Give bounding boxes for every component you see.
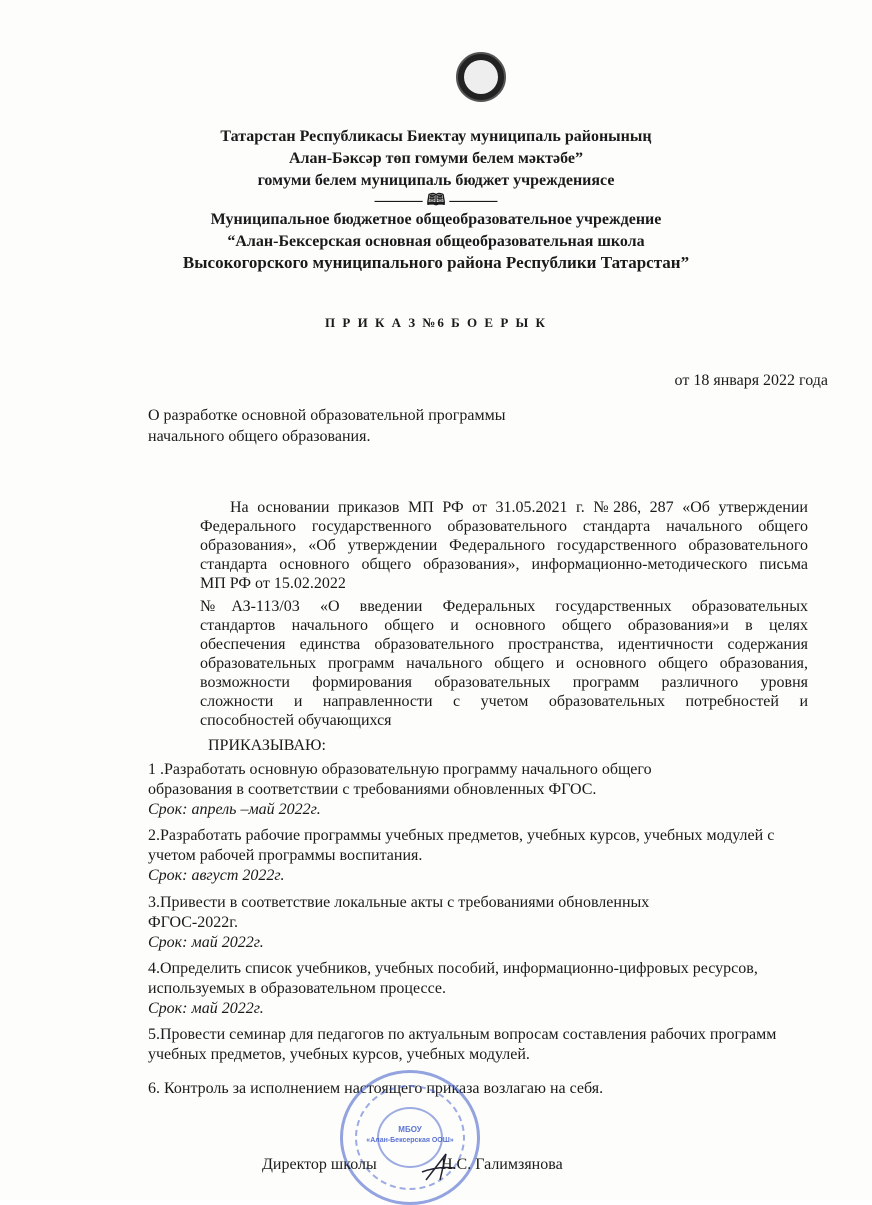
signature-name: Н.С. Галимзянова: [441, 1156, 563, 1173]
order-item-line: ФГОС-2022г.: [148, 914, 238, 931]
header-ru-2: “Алан-Бексерская основная общеобразовательная школа: [227, 233, 645, 250]
paragraph-line: МП РФ от 15.02.2022: [200, 575, 346, 592]
header-divider: ——— 🕮 ———: [374, 192, 498, 209]
school-stamp: [340, 1070, 480, 1205]
header-tatar-2: Алан-Бәксәр төп гомуми белем мәктәбе”: [288, 150, 584, 167]
stamp-line-2: «Алан-Бексерская ООШ»: [366, 1137, 454, 1144]
order-item-line: 2.Разработать рабочие программы учебных предметов, учебных курсов, учебных модулей с: [148, 827, 775, 844]
paragraph-line: стандарта основного общего образования», информационно-методического письма: [200, 556, 808, 573]
order-date: от 18 января 2022 года: [674, 372, 828, 389]
order-item-line: 4.Определить список учебников, учебных пособий, информационно-цифровых ресурсов,: [148, 960, 758, 977]
paragraph-line: сложности и направленности с учетом образовательных потребностей и: [200, 693, 808, 710]
paragraph-line: На основании приказов МП РФ от 31.05.2021 г. №286, 287 «Об утверждении: [230, 499, 808, 516]
subject-1: О разработке основной образовательной программы: [148, 407, 506, 424]
paragraph-line: образования», «Об утверждении Федерального государственного образовательного: [200, 537, 808, 554]
header-ru-1: Муниципальное бюджетное общеобразовательное учреждение: [210, 211, 662, 228]
paragraph-line: обеспечения единства образовательного пространства, идентичности содержания: [200, 636, 808, 653]
header-tatar-3: гомуми белем муниципаль бюджет учреждениясе: [257, 172, 615, 189]
order-word: ПРИКАЗЫВАЮ:: [208, 737, 326, 754]
paragraph-line: возможности формирования образовательных программ различного уровня: [200, 674, 808, 691]
order-item-line: используемых в образовательном процессе.: [148, 980, 446, 997]
signature-position: Директор школы: [262, 1156, 377, 1173]
order-item-line: 3.Привести в соответствие локальные акты с требованиями обновленных: [148, 894, 650, 911]
paragraph-line: способностей обучающихся: [200, 712, 392, 729]
paragraph-line: стандартов начального общего и основного общего образования»и в целях: [200, 617, 808, 634]
order-item-deadline: Срок: апрель –май 2022г.: [148, 801, 321, 818]
paragraph-line: образовательных программ начального общего и основного общего образования,: [200, 655, 808, 672]
header-ru-3: Высокогорского муниципального района Республики Татарстан”: [182, 253, 690, 272]
paragraph-line: №АЗ-113/03 «О введении Федеральных государственных образовательных: [200, 598, 808, 615]
order-item-deadline: Срок: май 2022г.: [148, 1000, 264, 1017]
header-tatar-1: Татарстан Республикасы Биектау муниципаль районының: [220, 128, 652, 145]
subject-2: начального общего образования.: [148, 428, 371, 445]
order-item-line: 1 .Разработать основную образовательную программу начального общего: [148, 761, 652, 778]
order-item-deadline: Срок: август 2022г.: [148, 867, 285, 884]
order-item-line: образования в соответствии с требованиями обновленных ФГОС.: [148, 781, 597, 798]
paragraph-line: Федерального государственного образовательного стандарта начального общего: [200, 518, 808, 535]
order-item-line: 6. Контроль за исполнением настоящего приказа возлагаю на себя.: [148, 1080, 604, 1097]
order-item-line: 5.Провести семинар для педагогов по актуальным вопросам составления рабочих программ: [148, 1026, 777, 1043]
order-title: П Р И К А З №6 Б О Е Р Ы К: [325, 315, 547, 330]
order-item-deadline: Срок: май 2022г.: [148, 934, 264, 951]
order-item-line: учебных предметов, учебных курсов, учебных модулей.: [148, 1046, 530, 1063]
order-item-line: учетом рабочей программы воспитания.: [148, 847, 423, 864]
tatarstan-emblem: [456, 52, 506, 102]
stamp-line-1: МБОУ: [398, 1125, 422, 1134]
